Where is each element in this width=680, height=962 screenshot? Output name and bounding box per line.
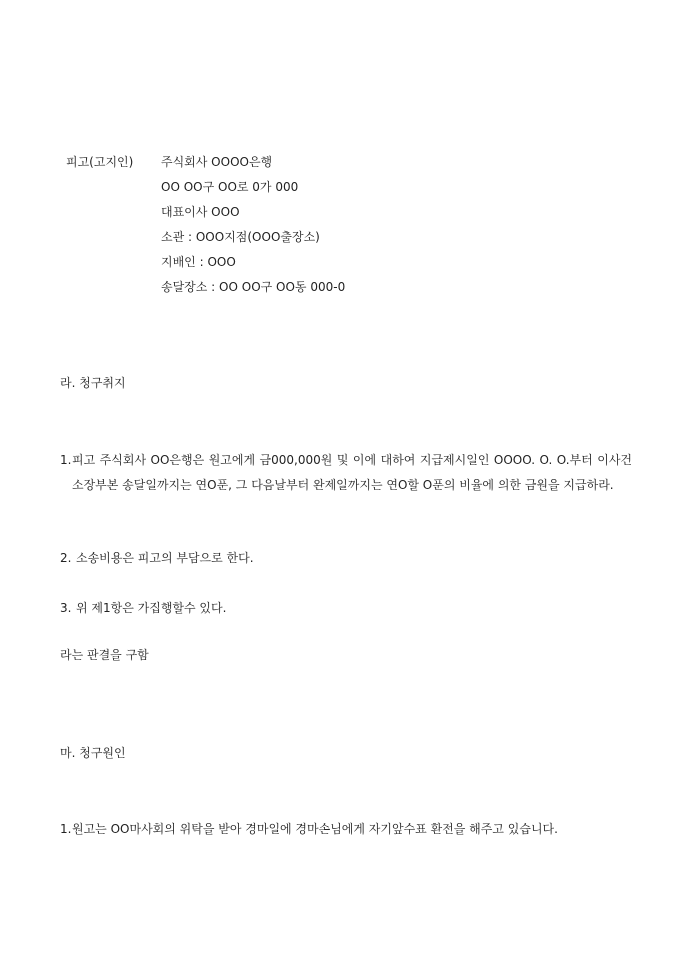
defendant-company: 주식회사 OOOO은행 bbox=[161, 155, 273, 169]
claim-cause-item-1 bbox=[60, 817, 632, 842]
defendant-service-address: 송달장소 : OO OO구 OO동 000-0 bbox=[161, 280, 346, 294]
claim-purpose-item-1 bbox=[60, 448, 632, 498]
item-number: 3. bbox=[60, 601, 72, 615]
defendant-label: 피고(고지인) bbox=[66, 155, 134, 169]
item-number: 1. bbox=[60, 453, 72, 467]
claim-cause-title: 마. 청구원인 bbox=[60, 746, 126, 760]
claim-purpose-item-2 bbox=[60, 546, 632, 571]
item-text: 원고는 OO마사회의 위탁을 받아 경마일에 경마손님에게 자기앞수표 환전을 해주고 있습니다. bbox=[72, 822, 558, 836]
item-text: 위 제1항은 가집행할수 있다. bbox=[76, 601, 227, 615]
item-text: 소송비용은 피고의 부담으로 한다. bbox=[76, 551, 254, 565]
claim-purpose-item-3 bbox=[60, 596, 632, 621]
claim-purpose-title: 라. 청구취지 bbox=[60, 376, 126, 390]
defendant-ceo: 대표이사 OOO bbox=[161, 205, 240, 219]
item-text: 피고 주식회사 OO은행은 원고에게 금000,000원 및 이에 대하여 지급제시일인 OOOO. O. O.부터 이사건 소장부본 송달일까지는 연O푼, 그 다음날부터 완제일까지는 연O할 O푼의 비율에 의한 금원을 지급하라. bbox=[72, 453, 632, 492]
item-number: 2. bbox=[60, 551, 72, 565]
defendant-address: OO OO구 OO로 0가 000 bbox=[161, 180, 299, 194]
defendant-branch: 소관 : OOO지점(OOO출장소) bbox=[161, 230, 320, 244]
judgment-request: 라는 판결을 구함 bbox=[60, 648, 149, 662]
defendant-manager: 지배인 : OOO bbox=[161, 255, 236, 269]
item-number: 1. bbox=[60, 822, 72, 836]
